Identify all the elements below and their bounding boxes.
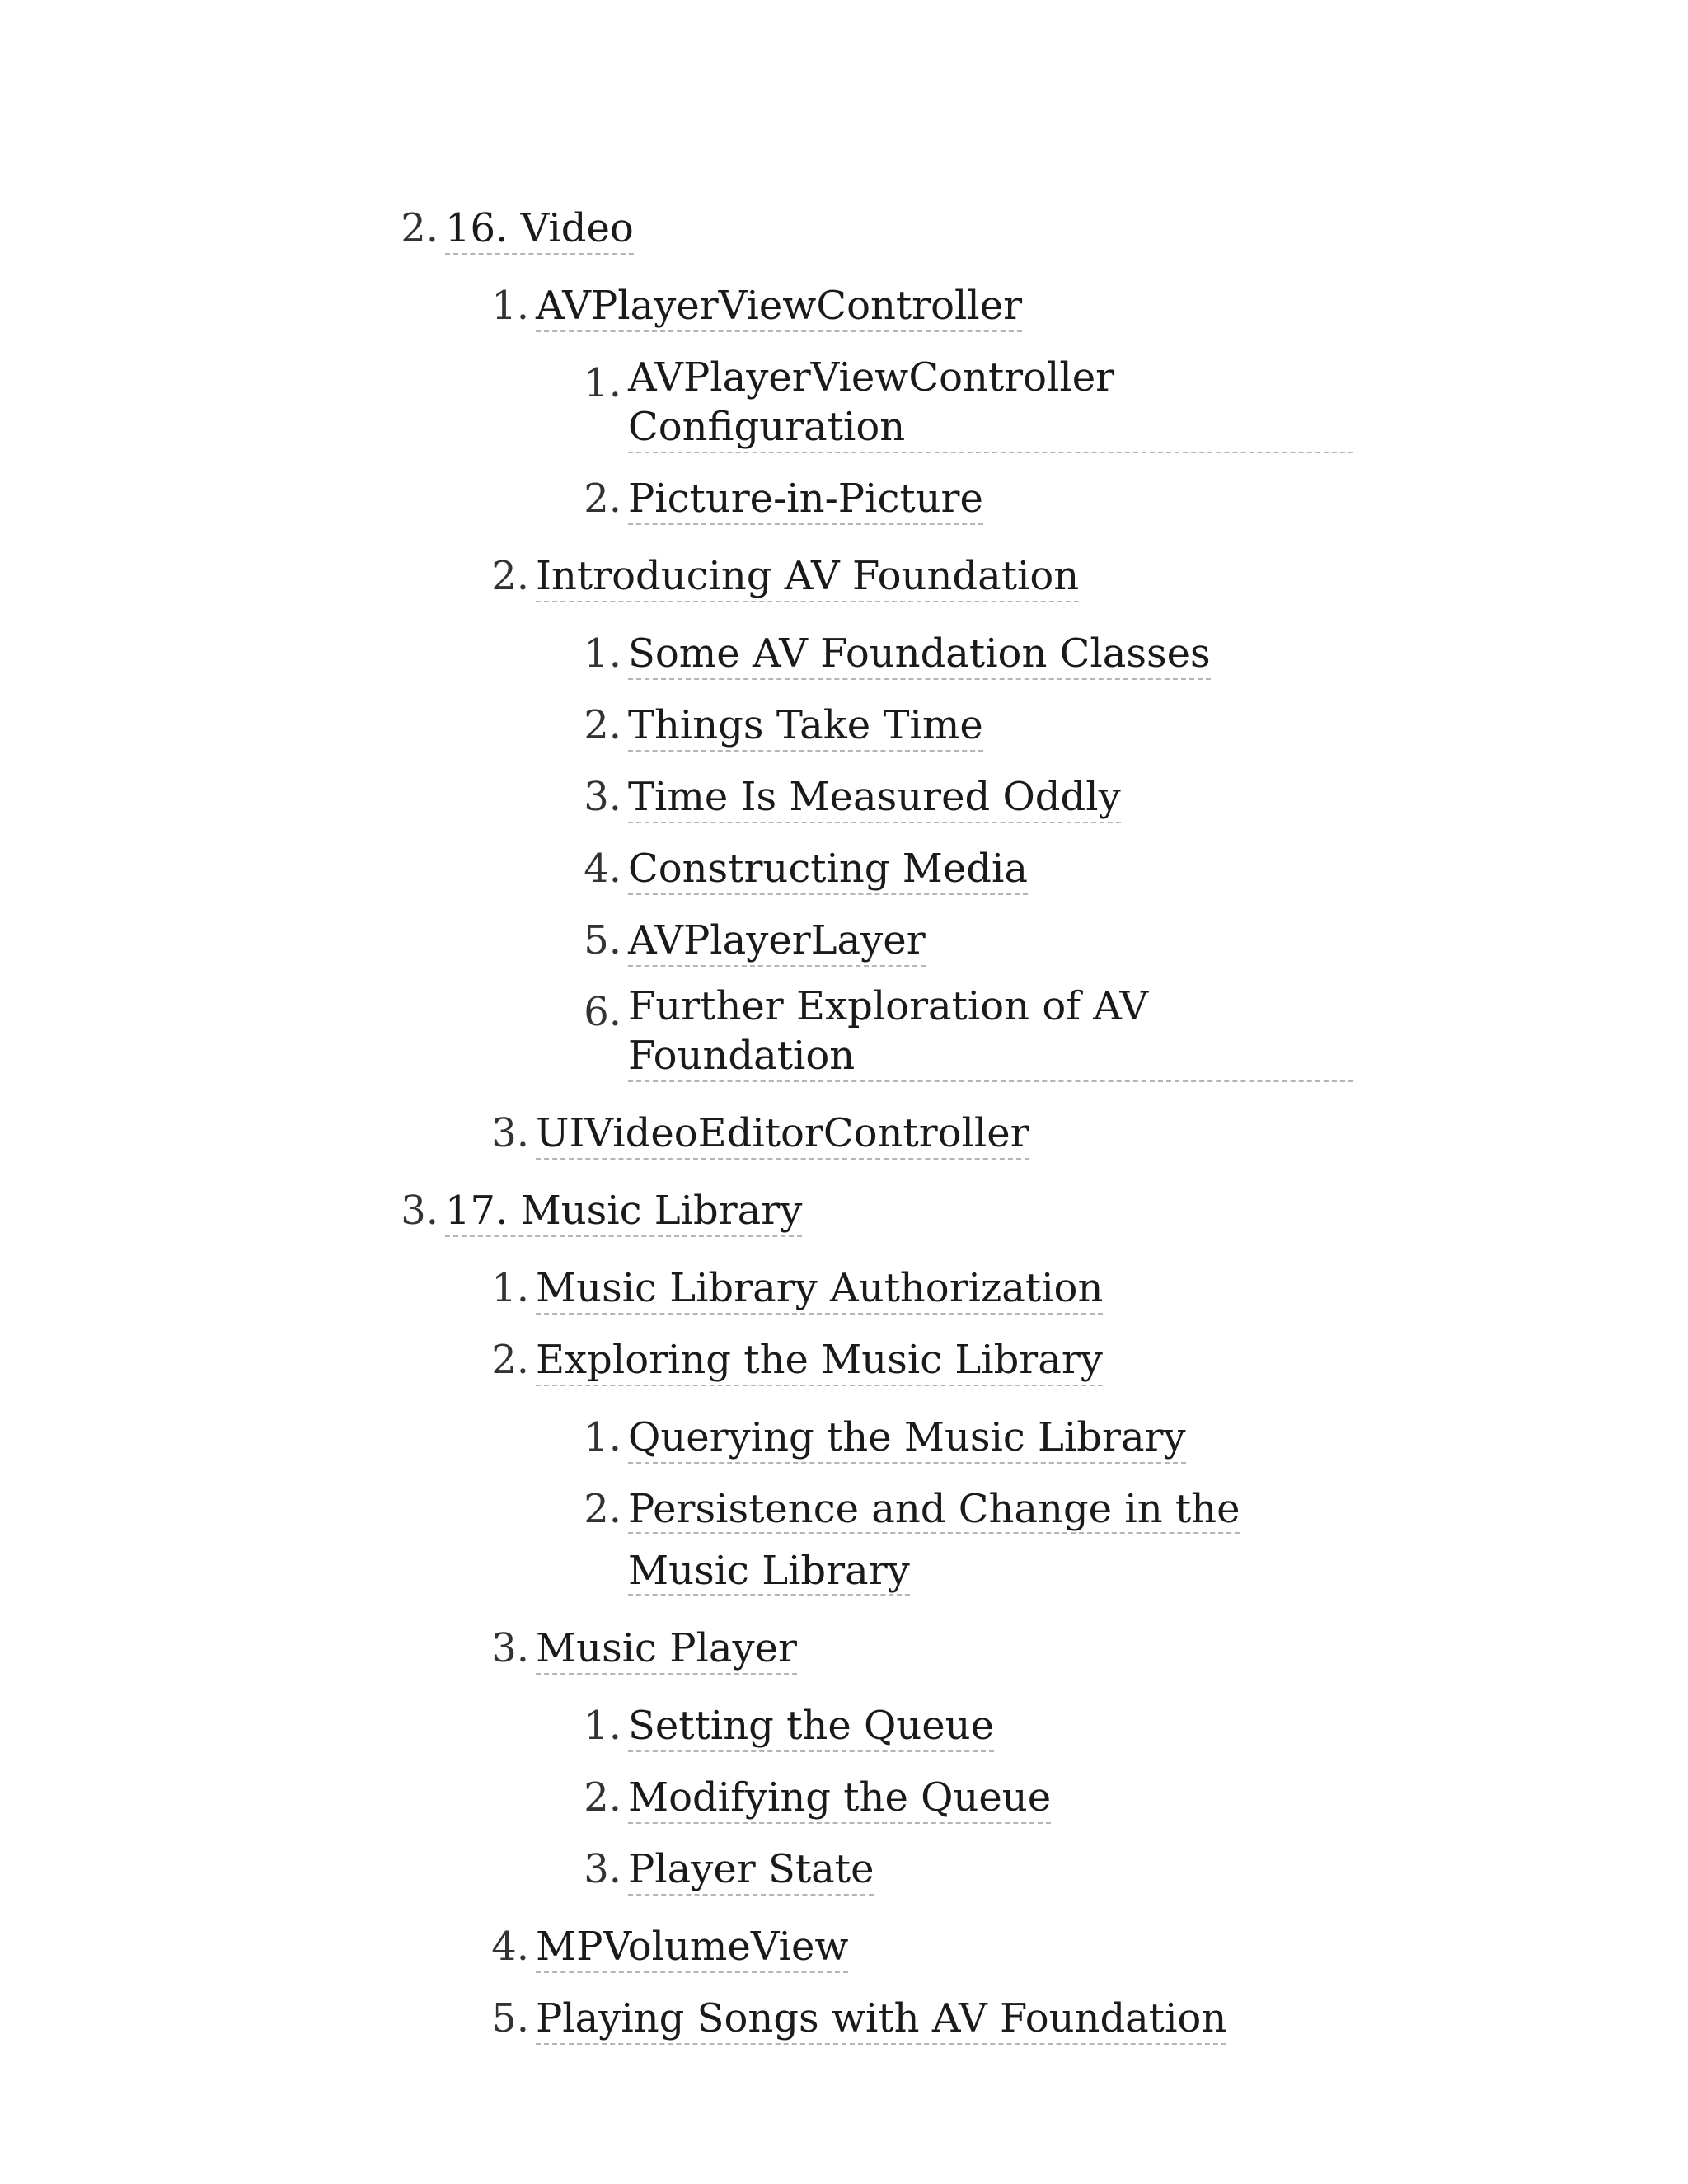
toc-link-persistence-and-change[interactable]: Persistence and Change in the Music Library [628, 1486, 1240, 1594]
list-number: 1. [584, 360, 621, 406]
toc-section [491, 275, 1401, 337]
toc-subsection [584, 1407, 1353, 1469]
toc-section [491, 1258, 1401, 1319]
list-number: 5. [584, 917, 621, 963]
toc-link-music-library-authorization[interactable]: Music Library Authorization [536, 1263, 1103, 1315]
toc-link-constructing-media[interactable]: Constructing Media [628, 844, 1028, 895]
list-number: 3. [584, 1846, 621, 1892]
toc-subsection [584, 910, 1353, 972]
list-number: 1. [491, 283, 529, 329]
toc-link-video[interactable]: 16. Video [445, 204, 634, 255]
list-number: 6. [584, 989, 621, 1035]
toc-chapter-music-library [401, 1180, 1401, 1242]
toc-link-modifying-the-queue[interactable]: Modifying the Queue [628, 1773, 1051, 1824]
toc-link-music-player[interactable]: Music Player [536, 1624, 797, 1675]
toc-link-avpvc-configuration[interactable]: AVPlayerViewController Configuration [628, 353, 1353, 453]
toc-section [491, 1329, 1401, 1391]
toc-chapter-video [401, 198, 1401, 260]
list-number: 2. [491, 553, 529, 599]
table-of-contents [396, 198, 1401, 2050]
list-number: 1. [584, 630, 621, 677]
list-number: 4. [584, 846, 621, 892]
toc-section [491, 1916, 1401, 1978]
toc-subsection [584, 1695, 1353, 1757]
toc-subsection [584, 353, 1353, 458]
toc-section [491, 1988, 1401, 2050]
toc-subsection [584, 1767, 1353, 1829]
toc-link-querying-music-library[interactable]: Querying the Music Library [628, 1413, 1186, 1464]
list-number: 2. [584, 702, 621, 748]
list-number: 2. [584, 1486, 621, 1532]
toc-subsection [584, 623, 1353, 685]
toc-link-further-exploration[interactable]: Further Exploration of AV Foundation [628, 982, 1353, 1082]
toc-link-things-take-time[interactable]: Things Take Time [628, 701, 983, 752]
list-number: 2. [584, 1774, 621, 1821]
toc-link-music-library[interactable]: 17. Music Library [445, 1186, 802, 1237]
list-number: 1. [584, 1703, 621, 1749]
toc-link-playing-songs-av-foundation[interactable]: Playing Songs with AV Foundation [536, 1994, 1226, 2045]
toc-link-setting-the-queue[interactable]: Setting the Queue [628, 1701, 994, 1752]
list-number: 1. [584, 1414, 621, 1460]
list-number: 2. [584, 476, 621, 522]
list-number: 3. [584, 774, 621, 820]
toc-link-picture-in-picture[interactable]: Picture-in-Picture [628, 474, 983, 525]
toc-section [491, 1103, 1401, 1165]
toc-subsection [584, 695, 1353, 757]
toc-link-avplayerlayer[interactable]: AVPlayerLayer [628, 916, 926, 967]
list-number: 5. [491, 1995, 529, 2041]
list-number: 2. [491, 1337, 529, 1383]
toc-subsection [584, 766, 1353, 828]
toc-section [491, 1618, 1401, 1680]
list-number: 3. [401, 1188, 438, 1234]
toc-subsection [584, 468, 1353, 530]
toc-link-uivideoeditorcontroller[interactable]: UIVideoEditorController [536, 1108, 1029, 1160]
list-number: 1. [491, 1265, 529, 1311]
toc-link-exploring-music-library[interactable]: Exploring the Music Library [536, 1335, 1103, 1386]
toc-section [491, 546, 1401, 607]
list-number: 2. [401, 205, 438, 251]
toc-link-player-state[interactable]: Player State [628, 1844, 874, 1896]
toc-subsection [584, 1839, 1353, 1900]
list-number: 3. [491, 1110, 529, 1156]
toc-subsection [584, 1479, 1353, 1602]
toc-link-avplayerviewcontroller[interactable]: AVPlayerViewController [536, 281, 1022, 332]
toc-link-mpvolumeview[interactable]: MPVolumeView [536, 1922, 848, 1973]
toc-link-time-is-measured-oddly[interactable]: Time Is Measured Oddly [628, 772, 1121, 823]
toc-subsection [584, 838, 1353, 900]
list-number: 4. [491, 1924, 529, 1970]
toc-subsection [584, 982, 1353, 1087]
toc-link-introducing-av-foundation[interactable]: Introducing AV Foundation [536, 551, 1079, 602]
list-number: 3. [491, 1625, 529, 1671]
toc-link-some-av-foundation-classes[interactable]: Some AV Foundation Classes [628, 629, 1211, 680]
